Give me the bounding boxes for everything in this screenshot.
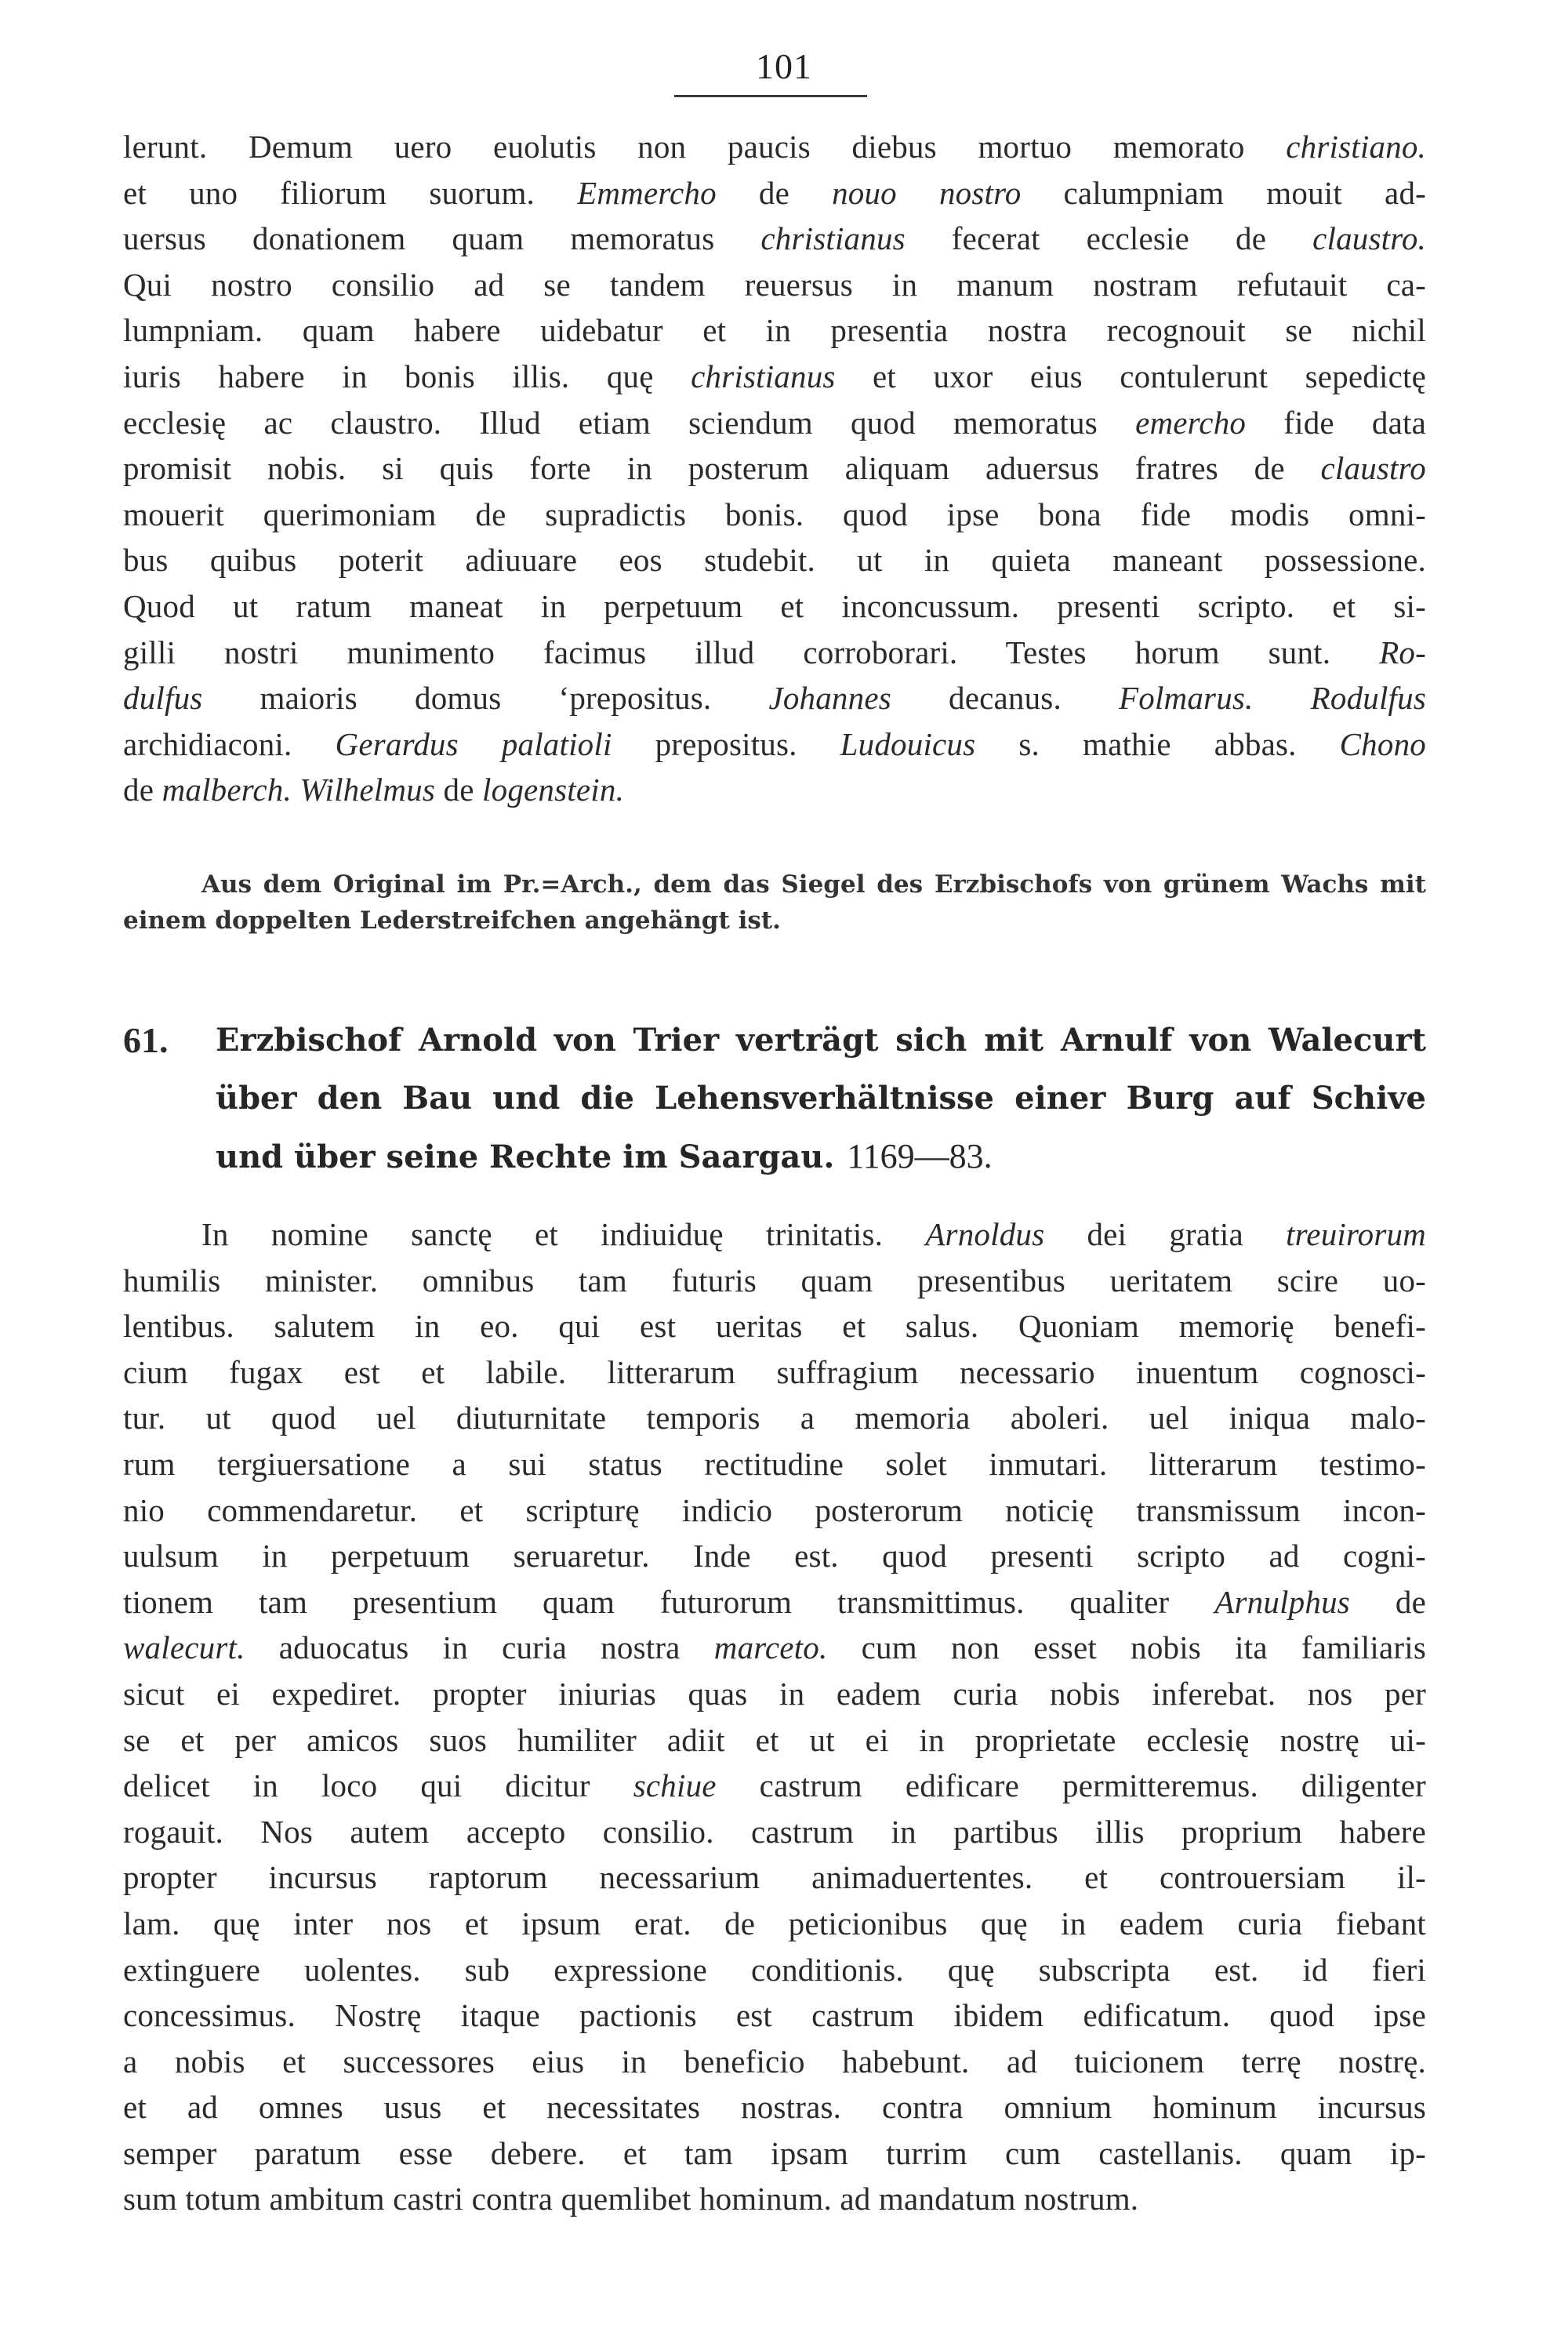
italic-name: dulfus (123, 680, 203, 717)
text-run: et uno filiorum suorum. (123, 174, 578, 211)
text-line (123, 630, 1426, 676)
text-line (123, 1947, 1426, 1993)
text-line (123, 307, 1426, 354)
document-text (123, 1211, 1426, 2222)
text-line (123, 1809, 1426, 1855)
text-run: delicet in loco qui dicitur (123, 1767, 633, 1804)
italic-name: Emmercho (577, 174, 717, 211)
text-run: de (123, 772, 162, 808)
text-line (123, 2130, 1426, 2177)
text-line (123, 400, 1426, 446)
text-run: fide data (1246, 404, 1427, 441)
document-title-line (216, 1128, 1426, 1186)
text-run: humilis minister. omnibus tam futuris quam presentibus ueritatem scire uo- (123, 1262, 1426, 1298)
text-run: lentibus. salutem in eo. qui est ueritas et salus. Quoniam memorię benefi- (123, 1308, 1426, 1345)
text-run: maioris domus ‘prepositus. (202, 680, 769, 717)
text-line (123, 583, 1426, 630)
italic-name: treuirorum (1286, 1216, 1426, 1252)
text-line (123, 1671, 1426, 1717)
italic-name: Johannes (768, 680, 891, 717)
text-line (123, 1349, 1426, 1396)
text-run: aduocatus in curia nostra (245, 1629, 714, 1666)
text-line (123, 1395, 1426, 1441)
text-line (123, 1441, 1426, 1487)
text-run: prepositus. (612, 725, 840, 762)
text-line (123, 721, 1426, 768)
text-run: castrum edificare permitteremus. diligenter (716, 1767, 1426, 1804)
text-line (123, 354, 1426, 400)
source-note-line: Aus dem Original im Pr.=Arch., dem das Siegel des Erzbischofs von grünem Wachs mit (201, 870, 1426, 899)
italic-name: christiano. (1286, 129, 1426, 165)
italic-name: emercho (1135, 404, 1247, 441)
italic-name: Wilhelmus (299, 772, 436, 808)
text-run: de (1349, 1583, 1426, 1620)
text-run: In nomine sanctę et indiuiduę trinitatis. (201, 1216, 926, 1252)
text-run: gilli nostri munimento facimus illud corroborari. Testes horum sunt. (123, 634, 1380, 670)
text-run: rum tergiuersatione a sui status rectitudine solet inmutari. litterarum testimo- (123, 1445, 1426, 1482)
italic-name: malberch. (162, 772, 292, 808)
text-run (292, 772, 299, 808)
text-run: s. mathie abbas. (975, 725, 1340, 762)
italic-name: Chono (1339, 725, 1426, 762)
text-line (123, 445, 1426, 492)
text-run: dei gratia (1044, 1216, 1287, 1252)
text-run: sicut ei expediret. propter iniurias quas in eadem curia nobis inferebat. nos per (123, 1675, 1426, 1712)
text-run: ecclesię ac claustro. Illud etiam sciendum quod memoratus (123, 404, 1136, 441)
text-run: uersus donationem quam memoratus (123, 220, 761, 257)
italic-name: claustro (1320, 450, 1426, 487)
text-run: semper paratum esse debere. et tam ipsam turrim cum castellanis. quam ip- (123, 2134, 1426, 2171)
previous-document-text (123, 124, 1426, 813)
page-number-rule (674, 95, 867, 97)
text-run: fecerat ecclesie de (905, 220, 1313, 257)
text-run: bus quibus poterit adiuuare eos studebit. ut in quieta maneant possessione. (123, 542, 1426, 579)
text-line (123, 1211, 1426, 1258)
document-number: 61. (123, 1020, 169, 1060)
text-line (123, 1717, 1426, 1763)
document-date: 1169—83. (847, 1137, 993, 1175)
italic-name: Gerardus palatioli (335, 725, 612, 762)
text-run: lumpniam. quam habere uidebatur et in presentia nostra recognouit se nichil (123, 312, 1426, 349)
text-run: de (716, 174, 833, 211)
text-line (123, 1533, 1426, 1579)
text-line (123, 170, 1426, 216)
text-run: sum totum ambitum castri contra quemlibet hominum. ad mandatum nostrum. (123, 2181, 1139, 2217)
text-run: tur. ut quod uel diuturnitate temporis a memoria aboleri. uel iniqua malo- (123, 1400, 1426, 1437)
text-line (123, 262, 1426, 308)
text-run: decanus. (891, 680, 1119, 717)
italic-name: marceto. (713, 1629, 828, 1666)
text-run: lam. quę inter nos et ipsum erat. de peticionibus quę in eadem curia fiebant (123, 1905, 1426, 1941)
italic-name: Folmarus. (1119, 680, 1254, 717)
document-title-line: Erzbischof Arnold von Trier verträgt sich mit Arnulf von Walecurt (216, 1022, 1426, 1059)
text-run: et uxor eius contulerunt sepedictę (835, 358, 1426, 394)
document-title-line-text: und über seine Rechte im Saargau. (216, 1139, 835, 1175)
text-run: calumpniam mouit ad- (1021, 174, 1426, 211)
document-title-line: über den Bau und die Lehensverhältnisse einer Burg auf Schive (216, 1080, 1426, 1117)
source-note-line: einem doppelten Lederstreifchen angehängt ist. (123, 906, 781, 935)
text-run: Quod ut ratum maneat in perpetuum et inconcussum. presenti scripto. et si- (123, 587, 1426, 624)
text-line (123, 1763, 1426, 1809)
text-line (123, 124, 1426, 170)
text-run: cium fugax est et labile. litterarum suffragium necessario inuentum cognosci- (123, 1353, 1426, 1390)
text-run: rogauit. Nos autem accepto consilio. castrum in partibus illis proprium habere (123, 1813, 1426, 1850)
text-run: tionem tam presentium quam futurorum transmittimus. qualiter (123, 1583, 1215, 1620)
italic-name: Arnulphus (1214, 1583, 1350, 1620)
italic-name: logenstein. (482, 772, 625, 808)
text-run: se et per amicos suos humiliter adiit et ut ei in proprietate ecclesię nostrę ui- (123, 1721, 1426, 1758)
text-line (123, 1303, 1426, 1349)
italic-name: claustro. (1312, 220, 1426, 257)
italic-name: walecurt. (123, 1629, 245, 1666)
text-line (123, 216, 1426, 262)
text-run: uulsum in perpetuum seruaretur. Inde est. quod presenti scripto ad cogni- (123, 1538, 1426, 1575)
text-run: extinguere uolentes. sub expressione conditionis. quę subscripta est. id fieri (123, 1951, 1426, 1988)
text-line (123, 1992, 1426, 2039)
text-run: et ad omnes usus et necessitates nostras. contra omnium hominum incursus (123, 2089, 1426, 2126)
italic-name: nouo nostro (832, 174, 1022, 211)
text-run: concessimus. Nostrę itaque pactionis est castrum ibidem edificatum. quod ipse (123, 1997, 1426, 2034)
text-run: mouerit querimoniam de supradictis bonis. quod ipse bona fide modis omni- (123, 496, 1426, 532)
text-run: propter incursus raptorum necessarium animaduertentes. et controuersiam il- (123, 1859, 1426, 1896)
text-run: cum non esset nobis ita familiaris (827, 1629, 1427, 1666)
text-line (123, 2039, 1426, 2085)
italic-name: christianus (691, 358, 836, 394)
italic-name: Arnoldus (925, 1216, 1045, 1252)
text-run: promisit nobis. si quis forte in posterum aliquam aduersus fratres de (123, 450, 1321, 487)
text-line (123, 492, 1426, 538)
text-line (123, 1579, 1426, 1625)
text-run: iuris habere in bonis illis. quę (123, 358, 691, 394)
page-number: 101 (756, 46, 812, 86)
text-run: a nobis et successores eius in beneficio habebunt. ad tuicionem terrę nostrę. (123, 2043, 1426, 2079)
text-line (123, 675, 1426, 721)
italic-name: Rodulfus (1310, 680, 1427, 717)
text-run: archidiaconi. (123, 725, 336, 762)
document-heading (123, 1012, 1426, 1186)
text-run: Qui nostro consilio ad se tandem reuersus in manum nostram refutauit ca- (123, 266, 1426, 303)
text-run: lerunt. Demum uero euolutis non paucis diebus mortuo memorato (123, 129, 1287, 165)
text-line (123, 1854, 1426, 1901)
text-line (123, 1901, 1426, 1947)
italic-name: Ludouicus (840, 725, 976, 762)
source-note (123, 866, 1426, 939)
text-run (1254, 680, 1311, 716)
text-line (123, 1487, 1426, 1534)
text-line (123, 2084, 1426, 2130)
text-line (123, 2176, 1426, 2222)
text-line (123, 767, 1426, 813)
italic-name: schiue (633, 1767, 717, 1804)
text-line (123, 1625, 1426, 1671)
text-line (123, 1258, 1426, 1304)
text-line (123, 537, 1426, 583)
italic-name: christianus (760, 220, 906, 257)
italic-name: Ro- (1379, 634, 1426, 670)
text-run: de (435, 772, 483, 808)
text-run: nio commendaretur. et scripturę indicio posterorum noticię transmissum incon- (123, 1491, 1426, 1528)
